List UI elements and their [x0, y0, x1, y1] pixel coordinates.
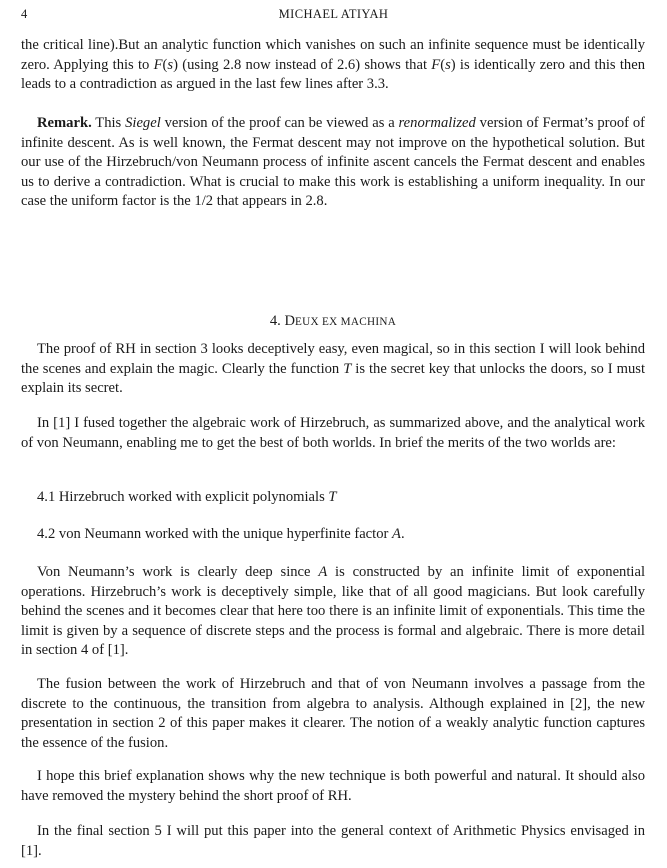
list-item-4-2: 4.2 von Neumann worked with the unique hyperfinite factor A. — [37, 526, 405, 542]
paragraph-4: The fusion between the work of Hirzebruch and that of von Neumann involves a passage from the discrete to the continuous, the transition from algebra to analysis. Although explained in [2], the new presentation in section 2 of this paper makes it clearer. The notion of a weakly analytic function captures the essence of the fusion. — [21, 676, 645, 751]
page-number: 4 — [21, 7, 28, 21]
paragraph-1: The proof of RH in section 3 looks deceptively easy, even magical, so in this section I will look behind the scenes and explain the magic. Clearly the function T is the secret key that unlocks the doors, so I must explain its secret. — [21, 341, 645, 397]
running-head: MICHAEL ATIYAH — [278, 7, 389, 21]
paragraph-2: In [1] I fused together the algebraic work of Hirzebruch, as summarized above, and the analytical work of von Neumann, enabling me to get the best of both worlds. In brief the merits of the two worlds are: — [21, 415, 645, 451]
paragraph-3: Von Neumann’s work is clearly deep since A is constructed by an infinite limit of exponential operations. Hirzebruch’s work is deceptively simple, like that of all good magicians. But look carefully behind the scenes and it becomes clear that here too there is an infinite limit of exponentials. This time the limit is given by a sequence of discrete steps and the process is formal and algebraic. There is more detail in section 4 of [1]. — [21, 564, 645, 659]
page-header — [21, 7, 646, 25]
paragraph-continuation: the critical line).But an analytic function which vanishes on such an infinite sequence must be identically zero. Applying this to F(s) (using 2.8 now instead of 2.6) shows that F(s) is identically zero and this then leads to a contradiction as argued in the last few lines after 3.3. — [21, 37, 645, 93]
paragraph-6: In the final section 5 I will put this paper into the general context of Arithmetic Physics envisaged in [1]. — [21, 823, 645, 859]
remark-label: Remark. — [37, 115, 92, 131]
remark-paragraph: Remark. This Siegel version of the proof can be viewed as a renormalized version of Fermat’s proof of infinite descent. As is well known, the Fermat descent may not improve on the hypothetical solution. But our use of the Hirzebruch/von Neumann process of infinite ascent cancels the Fermat descent and enables us to derive a contradiction. What is crucial to make this work is establishing a uniform inequality. In our case the uniform factor is the 1/2 that appears in 2.8. — [21, 115, 645, 210]
list-item-4-1: 4.1 Hirzebruch worked with explicit polynomials T — [37, 489, 337, 505]
section-heading: 4. DEUX EX MACHINA — [269, 313, 397, 329]
paragraph-5: I hope this brief explanation shows why the new technique is both powerful and natural. It should also have removed the mystery behind the short proof of RH. — [21, 768, 645, 804]
